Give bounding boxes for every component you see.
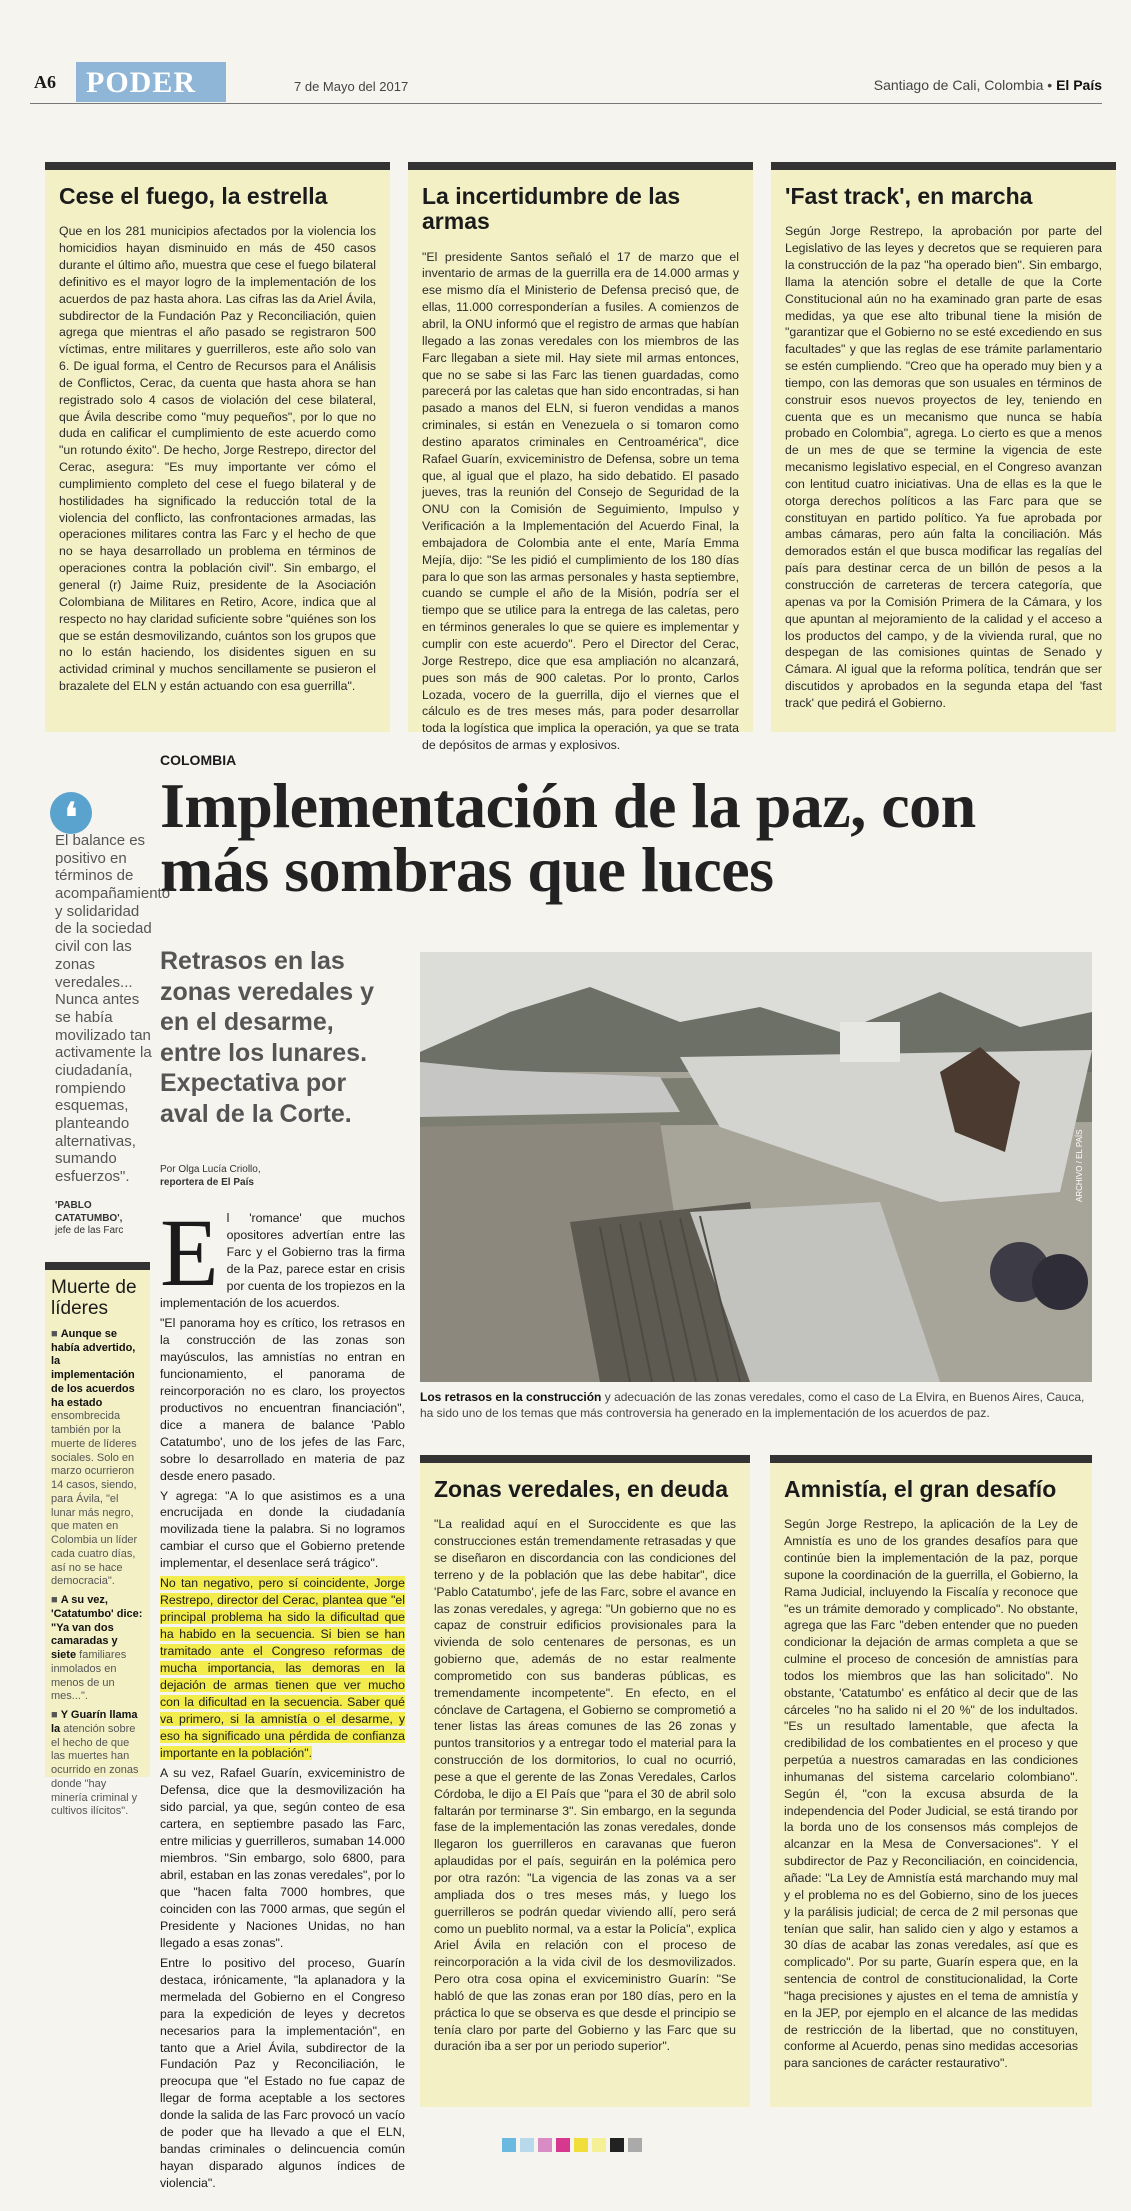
box-title: La incertidumbre de las armas	[422, 183, 681, 235]
color-swatch	[538, 2138, 552, 2152]
article-subhead: Retrasos en las zonas veredales y en el desarme, entre los lunares. Expectativa por aval de la Corte.	[160, 947, 375, 1128]
box-title: Amnistía, el gran desafío	[784, 1476, 1057, 1502]
quote-mark-icon: ❛	[50, 792, 92, 834]
article-headline: Implementación de la paz, con más sombras que luces	[160, 770, 976, 905]
box-text: "La realidad aquí en el Suroccidente es que las construcciones están tremendamente retrasadas y que se diseñaron en discordancia con las condiciones del terreno y de la población que las debe habitar", dice 'Pablo Catatumbo', jefe de las Farc, sobre el avance en las zonas veredales, y agrega: "Un gobierno que no es capaz de construir edificios provisionales para la vivienda de solo centenares de personas, es un gobierno que, además de no estar realmente comprometido con sus banderas públicas, es tremendamente incompetente". En efecto, en el cónclave de Cartagena, el Gobierno se comprometió a tener listas las áreas comunes de las 26 zonas y puntos transitorios y a entregar todo el material para la construcción de los dormitorios, lo cual no ocurrió, pese a que el gerente de las Zonas Veredales, Carlos Córdoba, le dijo a El País que "para el 30 de abril solo faltarán por terminarse 3". Sin embargo, en la segunda fase de la implementación las zonas veredales, donde llegaron los guerrilleros en caravanas que fueron aplaudidas por el país, seguirán en la polémica pero por otra razón: "La vigencia de las zonas va a ser ampliada dos o tres meses más, y luego los guerrilleros se podrán quedar viviendo allí, pero será como un pueblito normal, va a estar la Policía", explica Ariel Ávila en relación con el proceso de reincorporación a la vida civil de los desmovilizados. Pero otra cosa opina el exviceministro Guarín: "Se habló de que las zonas eran por 180 días, pero en la práctica lo que se observa es que desde el principio se tenía claro por parte del Gobierno y las Farc que su duración iba a ser por un periodo superior".	[434, 1517, 736, 2054]
page-date: 7 de Mayo del 2017	[294, 79, 409, 94]
color-swatch	[574, 2138, 588, 2152]
section-tab: PODER	[76, 62, 226, 102]
sidebar-title: Muerte de líderes	[51, 1277, 137, 1319]
box-fast-track	[771, 162, 1116, 732]
page-header	[30, 62, 1102, 104]
pull-quote: El balance es positivo en términos de acompañamiento y solidaridad de la sociedad civil con las zonas veredales... Nunca antes se había movilizado tan activamente la ciudadanía, rompiendo esquemas, planteando alternativas, sumando esfuerzos".	[55, 832, 171, 1186]
color-swatch	[556, 2138, 570, 2152]
article-body	[160, 1199, 405, 2195]
page-number: A6	[34, 72, 56, 92]
box-cese-fuego	[45, 162, 390, 732]
quote-author: 'PABLO CATATUMBO', jefe de las Farc	[55, 1200, 124, 1236]
article-byline: Por Olga Lucía Criollo, reportera de El País	[160, 1164, 261, 1188]
sidebar-item: ■ Y Guarín llama la atención sobre el hecho de que las muertes han ocurrido en zonas donde "hay minería criminal y cultivos ilícitos".	[51, 1709, 139, 1818]
article-paragraph: El 'romance' que muchos opositores advertían entre las Farc y el Gobierno tras la firma de la Paz, parece estar en crisis por cuenta de los tropiezos en la implementación de los acuerdos.	[160, 1199, 405, 1310]
box-amnistia	[770, 1455, 1092, 2107]
paper-name: El País	[1056, 77, 1102, 93]
box-zonas-veredales	[420, 1455, 750, 2107]
article-kicker: COLOMBIA	[160, 752, 237, 768]
article-paragraph: Entre lo positivo del proceso, Guarín destaca, irónicamente, "la aplanadora y la mermelada del Gobierno en el Congreso para la expedición de leyes y decretos necesarios para la implementación", en tanto que a Ariel Ávila, subdirector de la Fundación Paz y Reconciliación, le preocupa que "el Estado no fue capaz de llegar de forma aceptable a los sectores donde la salida de las Farc provocó un vacío de poder que ha llevado a que el ELN, bandas criminales o delincuencia común hayan disparado algunos índices de violencia".	[160, 1955, 405, 2191]
color-swatch	[610, 2138, 624, 2152]
box-armas	[408, 162, 753, 753]
sidebar-item: ■ Aunque se había advertido, la implementación de los acuerdos ha estado ensombrecida también por la muerte de líderes sociales. Solo en marzo ocurrieron 14 casos, siendo, para Ávila, "el lunar más negro, que maten en Colombia un líder cada cuatro días, así no se hace democracia".	[51, 1327, 138, 1588]
box-text: Que en los 281 municipios afectados por la violencia los homicidios hayan disminuido en más de 450 casos durante el último año, muestra que cese el fuego bilateral definitivo es el mayor logro de la implementación de los acuerdos de paz hasta ahora. Las cifras las da Ariel Ávila, subdirector de la Fundación Paz y Reconciliación, quien agrega que mientras el año pasado se registraron 500 víctimas, entre militares y guerrilleros, este año solo van 6. De igual forma, el Centro de Recursos para el Análisis de Conflictos, Cerac, da cuenta que hasta ahora se han registrado solo 4 casos de violación del cese bilateral, que Ávila describe como "muy pequeños", por lo que no duda en calificar el cumplimiento de este acuerdo como "un rotundo éxito". De hecho, Jorge Restrepo, director del Cerac, asegura: "Es muy importante ver cómo el cumplimiento completo del cese el fuego bilateral y de hostilidades ha significado la reducción total de la violencia del conflicto, las confrontaciones armadas, las operaciones militares contra las Farc y el hecho de que no se haya desarrollado un problema en términos de operaciones contra la población civil". Sin embargo, el general (r) Jaime Ruiz, presidente de la Asociación Colombiana de Militares en Retiro, Acore, indica que al respecto no hay claridad suficiente sobre "quiénes son los que se están desmovilizando, cuántos son los grupos que no lo están haciendo, los disidentes siguen en su actividad criminal y muchos sencillamente se pusieron el brazalete del ELN y están actuando con esa guerrilla".	[59, 224, 376, 694]
color-registration-bar	[502, 2138, 646, 2152]
page-place: Santiago de Cali, Colombia • El País	[873, 77, 1102, 93]
color-swatch	[520, 2138, 534, 2152]
article-paragraph: Y agrega: "A lo que asistimos es a una encrucijada en donde la ciudadanía movilizada tiene la palabra. Si no logramos cambiar el curso que el Gobierno pretende implementar, el desenlace será trágico".	[160, 1488, 405, 1571]
construction-photo-illustration	[420, 952, 1092, 1382]
color-swatch	[592, 2138, 606, 2152]
highlighted-text: No tan negativo, pero sí coincidente, Jorge Restrepo, director del Cerac, plantea que "el principal problema ha sido la dificultad que ha habido en la secuencia. Si bien se han tramitado ante el Congreso reformas de mucha importancia, las demoras en la dejación de armas tienen que ver mucho con la dificultad en la secuencia. Saber qué va primero, si la amnistía o el desarme, y eso ha significado una pérdida de confianza importante en la población".	[160, 1576, 405, 1761]
sidebar-muerte-lideres	[45, 1262, 150, 1818]
article-paragraph: "El panorama hoy es crítico, los retrasos en la construcción de las zonas son mayúsculos, las amnistías no entran en funcionamiento, el panorama de reincorporación no es claro, los proyectos productivos no encuentran financiación", dice a manera de balance 'Pablo Catatumbo', uno de los jefes de las Farc, sobre lo desarrollado en materia de paz desde enero pasado.	[160, 1315, 405, 1483]
color-swatch	[502, 2138, 516, 2152]
photo-credit: ARCHIVO / EL PAÍS	[1075, 1129, 1084, 1202]
box-title: 'Fast track', en marcha	[785, 183, 1033, 209]
construction-photo	[420, 952, 1092, 1382]
box-title: Cese el fuego, la estrella	[59, 183, 328, 209]
color-swatch	[628, 2138, 642, 2152]
box-title: Zonas veredales, en deuda	[434, 1476, 729, 1502]
article-paragraph: A su vez, Rafael Guarín, exviceministro de Defensa, dice que la desmovilización ha sido parcial, ya que, según conteo de esa cartera, en septiembre pasado las Farc, entre milicias y guerrilleros, sumaban 14.000 miembros. "Sin embargo, solo 6800, para abril, estaban en las zonas veredales", por lo que "hacen falta 7000 hombres, que coinciden con las 7000 armas, que según el Presidente y Naciones Unidas, no han llegado a esas zonas".	[160, 1766, 405, 1950]
article-paragraph	[160, 1575, 405, 1762]
photo-caption: Los retrasos en la construcción y adecuación de las zonas veredales, como el caso de La Elvira, en Buenos Aires, Cauca, ha sido uno de los temas que más controversia ha generado en la implementación de los acuerdos de paz.	[420, 1390, 1085, 1420]
box-text: Según Jorge Restrepo, la aprobación por parte del Legislativo de las leyes y decretos que se requieren para la construcción de la paz "ha operado bien". Sin embargo, llama la atención sobre el detalle de que la Corte Constitucional aún no ha examinado gran parte de esas medidas, ya que ese alto tribunal tiene la misión de "garantizar que el Gobierno no se esté excediendo en sus facultades" y que las reglas de ese trámite parlamentario se estén cumpliendo. "Creo que ha operado muy bien y a tiempo, con las demoras que son usuales en términos de construir esos nuevos proyectos de ley, teniendo en cuenta que es un mecanismo que nunca se había probado en Colombia", agrega. Lo cierto es que a menos de un mes de que se termine la vigencia de este mecanismo legislativo especial, en el Congreso avanzan con lentitud cuatro iniciativas. Una de ellas es la que le otorga derechos políticos a las Farc para que se constituyan en partido político. Ya fue aprobada por ambas cámaras, pero aún falta la conciliación. Más demorados están el que busca modificar las regalías del país para destinar cerca de un billón de pesos a la construcción de carreteras de tercera categoría, que apenas va por la Comisión Primera de la Cámara, y los que apuntan al mejoramiento de la calidad y el acceso a los productos del campo, y de la vivienda rural, que no despegan de las comisiones quintas de Senado y Cámara. Al igual que la reforma política, tendrán que ser discutidos y aprobados en la segunda etapa del 'fast track' que pedirá el Gobierno.	[785, 224, 1102, 710]
box-text: Según Jorge Restrepo, la aplicación de la Ley de Amnistía es uno de los grandes desafíos para que continúe bien la implementación de la paz, porque supone la coordinación de la guerrilla, el Gobierno, la Rama Judicial, incluyendo la Fiscalía y reconoce que "es un trámite demorado y complicado". No obstante, agrega que las Farc "deben entender que no pueden condicionar la dejación de armas completa a que se culmine el proceso de concesión de amnistías para todos los miembros que las han solicitado". No obstante, 'Catatumbo' es enfático al decir que de las cárceles "no ha salido ni el 20 %" de los indultados. "Es un resultado lamentable, que afecta la credibilidad de los combatientes en el proceso y que perpetúa a nuestros camaradas en las condiciones inhumanas del sistema carcelario colombiano". Según él, "con la excusa absurda de la independencia del Poder Judicial, se está tirando por la borda uno de los consensos más complejos de alcanzar en la Mesa de Conversaciones". Y el subdirector de Paz y Reconciliación, en coincidencia, añade: "La Ley de Amnistía está marchando muy mal y el problema no es del Gobierno, sino de los jueces y la parálisis judicial; de cerca de 2 mil personas que tenían que salir, han salido cien y algo y estamos a 30 días de acabar las zonas veredales, así que es complicado". Por su parte, Guarín espera que, en la sentencia de control de constitucionalidad, la Corte "haga precisiones y ajustes en el tema de amnistía y en la JEP, por ejemplo en el alcance de las medidas de restricción de la libertad, que no constituyen, conforme al Acuerdo, penas sino medidas accesorias para sanciones de carácter restaurativo".	[784, 1517, 1078, 2071]
box-text: "El presidente Santos señaló el 17 de marzo que el inventario de armas de la guerrilla era de 14.000 armas y ese mismo día el Ministerio de Defensa precisó que, de ellas, 11.000 corresponderían a fusiles. A comienzos de abril, la ONU informó que el registro de armas que habían llegado a las zonas veredales con los miembros de las Farc llegaban a siete mil. Hay siete mil armas entonces, que no se sabe si las Farc las tienen guardadas, como parecerá por las caletas que han sido encontradas, si han pasado a manos del ELN, si fueron vendidas a manos criminales, si están en Venezuela o si tomaron como destino aparatos criminales en Centroamérica", dice Rafael Guarín, exviceministro de Defensa, sobre un tema que, al igual que el plazo, ha sido debatido. El pasado jueves, tras la reunión del Consejo de Seguridad de la ONU con la Comisión de Seguimiento, Impulso y Verificación a la Implementación del Acuerdo Final, la embajadora de Colombia ante el ente, María Emma Mejía, dijo: "Se les pidió el cumplimiento de los 180 días para lo que son las armas personales y hasta septiembre, cuando se cumple el año de la Misión, podría ser el tiempo que se utilice para la entrega de las caletas, pero en términos generales lo que se quiere es implementar y cumplir con este acuerdo". Pero el Director del Cerac, Jorge Restrepo, dice que esa ampliación no alcanzará, pues son más de 900 caletas. Por lo pronto, Carlos Lozada, vocero de la guerrilla, dijo el viernes que el cálculo es de tres meses más, para poder desarrollar toda la logística que implica la operación, ya que se trata de depósitos de armas y explosivos.	[422, 249, 739, 753]
sidebar-item: ■ A su vez, 'Catatumbo' dice: "Ya van dos camaradas y siete familiares inmolados en menos de un mes...".	[51, 1594, 143, 1703]
drop-cap: E	[160, 1199, 219, 1306]
